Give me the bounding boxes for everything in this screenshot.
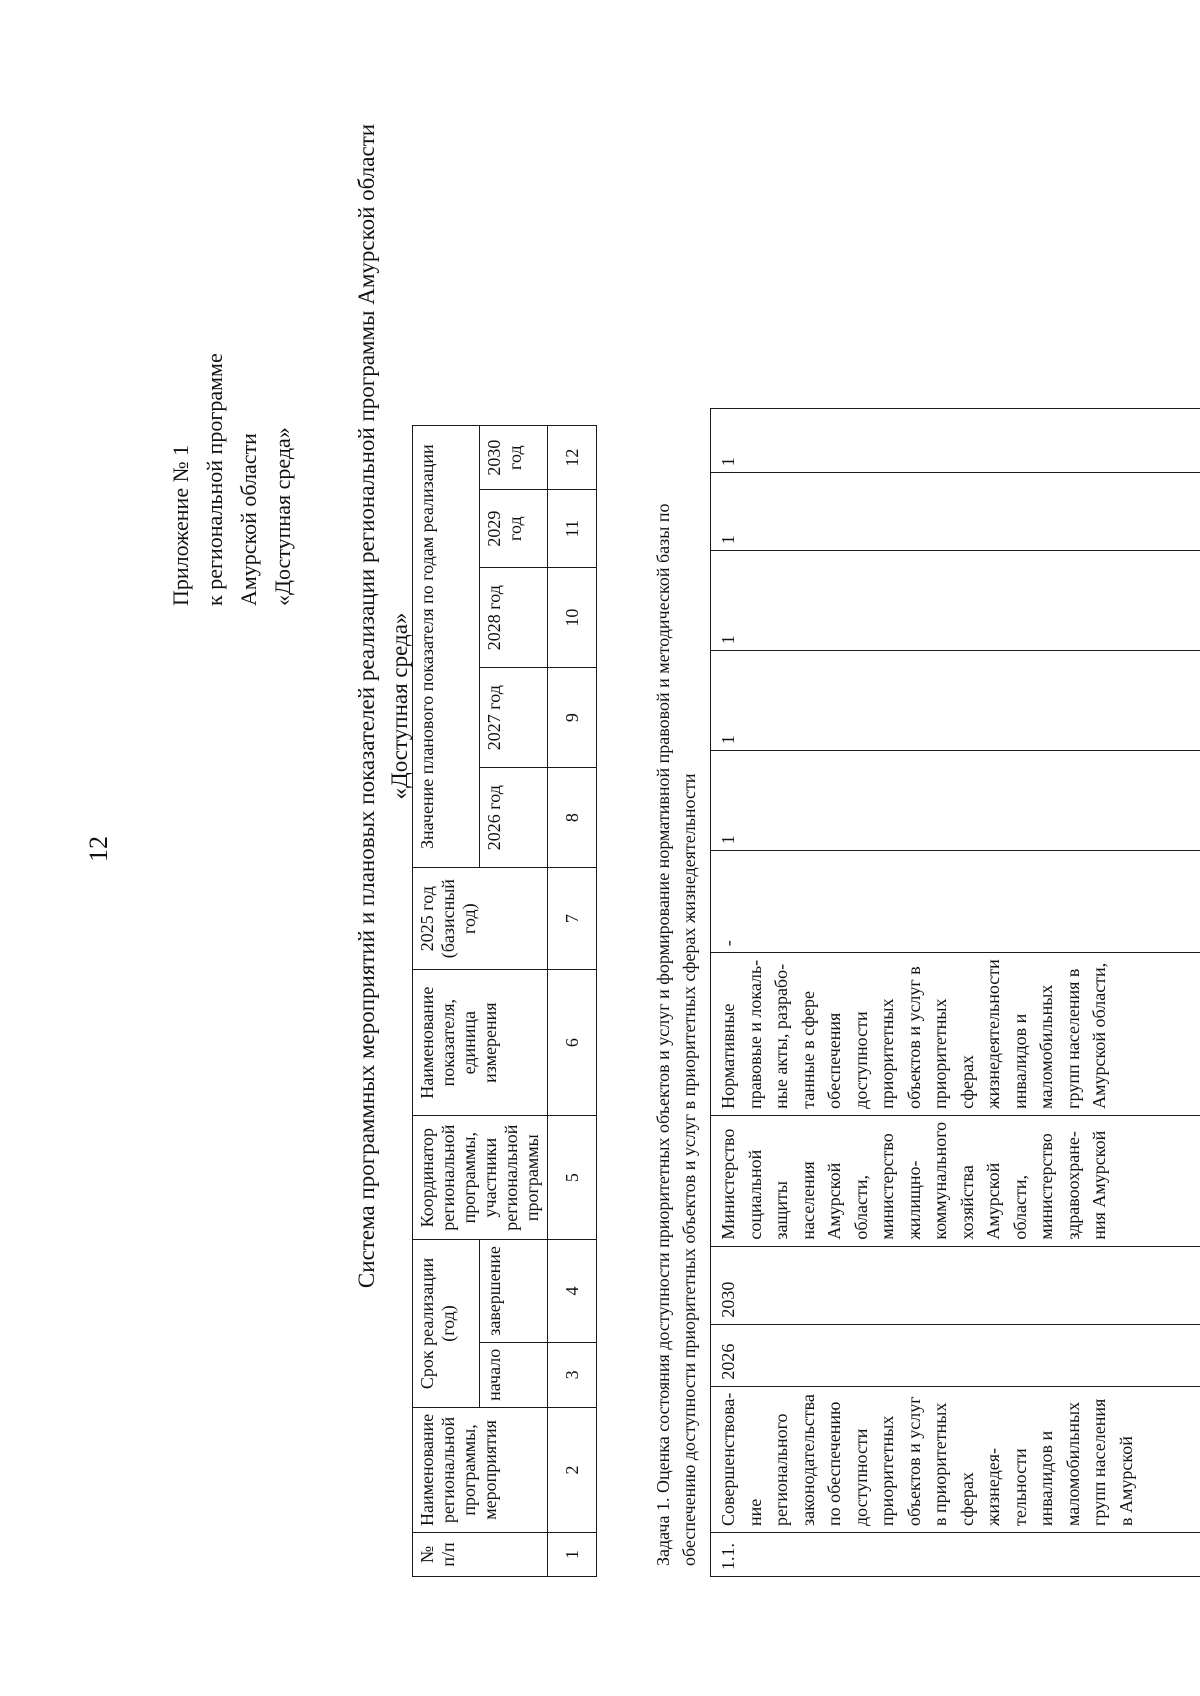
row-indicator-line: приоритетных — [877, 998, 897, 1109]
row-activity-name-line: регионального — [771, 1413, 791, 1526]
row-value-2027: 1 — [711, 651, 1200, 751]
column-number: 2 — [548, 1407, 597, 1532]
row-indicator-line: сферах — [956, 1054, 977, 1109]
header-term-start: начало — [480, 1342, 548, 1407]
header-num: № п/п — [413, 1533, 548, 1577]
row-coordinator-line: жилищно- — [903, 1160, 924, 1240]
row-coordinator-line: социальной — [744, 1149, 765, 1240]
header-term: Срок реализации (год) — [413, 1240, 480, 1408]
row-indicator-line: маломобильных — [1036, 984, 1056, 1109]
header-indicator-name: Наименование показателя, единица измерения — [413, 970, 548, 1116]
column-number: 4 — [548, 1240, 597, 1343]
row-coordinator-line: области, — [850, 1174, 871, 1240]
row-activity-name-line: маломобильных — [1062, 1401, 1083, 1526]
task-heading — [650, 126, 702, 1566]
row-activity-name-line: тельности — [1009, 1448, 1030, 1526]
page-number: 12 — [84, 836, 113, 862]
header-coordinator: Координатор региональной программы, участники региональной программы — [413, 1116, 548, 1240]
row-indicator-line: ные акты, разрабо- — [771, 963, 791, 1109]
document-title — [350, 0, 416, 1416]
row-indicator-line: Амурской области, — [1089, 962, 1109, 1109]
row-activity-name-line: инвалидов и — [1036, 1430, 1056, 1526]
header-activity-name: Наименование региональной программы, мероприятия — [413, 1407, 548, 1532]
row-num: 1.1. — [711, 1533, 1200, 1577]
appendix-heading — [164, 353, 300, 606]
column-number: 5 — [548, 1116, 597, 1240]
row-activity-name-line: групп населения — [1089, 1398, 1109, 1526]
row-indicator-line: доступности — [850, 1011, 871, 1109]
row-indicator-line: объектов и услуг в — [903, 966, 924, 1109]
row-coordinator — [711, 1115, 1200, 1246]
row-indicator-line: танные в сфере — [797, 991, 818, 1109]
column-number: 11 — [548, 490, 597, 568]
header-base-year: 2025 год (базисный год) — [413, 868, 548, 970]
appendix-line: Амурской области — [236, 433, 261, 606]
row-indicator-line: приоритетных — [930, 998, 950, 1109]
row-indicator — [711, 953, 1200, 1116]
row-activity-name-line: Совершенствова- — [718, 1392, 738, 1526]
header-term-end: завершение — [480, 1240, 548, 1343]
row-base-value: - — [711, 851, 1200, 953]
table-row — [711, 409, 1200, 1577]
column-number: 12 — [548, 426, 597, 490]
row-coordinator-line: Министерство — [718, 1128, 738, 1240]
header-year-2026: 2026 год — [480, 768, 548, 868]
row-value-2030: 1 — [711, 409, 1200, 473]
row-indicator-line: Нормативные — [718, 1003, 738, 1109]
column-number: 3 — [548, 1342, 597, 1407]
row-coordinator-line: ния Амурской — [1089, 1130, 1109, 1240]
row-indicator-line: обеспечения — [824, 1012, 844, 1109]
row-activity-name-line: приоритетных — [877, 1415, 897, 1526]
row-activity-name-line: по обеспечению — [824, 1401, 844, 1526]
row-coordinator-line: области, — [1009, 1174, 1030, 1240]
row-indicator-line: правовые и локаль- — [744, 959, 765, 1109]
row-start-year: 2026 — [711, 1324, 1200, 1386]
row-indicator-line: жизнедеятельности — [983, 959, 1003, 1109]
row-coordinator-line: Амурской — [983, 1162, 1003, 1240]
row-activity-name-line: законодательства — [797, 1394, 818, 1526]
row-coordinator-line: Амурской — [824, 1162, 844, 1240]
appendix-line: «Доступная среда» — [270, 427, 295, 606]
row-activity-name-line: сферах жизнедея- — [956, 1448, 1003, 1526]
header-year-2027: 2027 год — [480, 668, 548, 768]
row-coordinator-line: здравоохране- — [1062, 1131, 1083, 1240]
row-value-2029: 1 — [711, 473, 1200, 551]
table-body — [710, 408, 1200, 1577]
column-number: 1 — [548, 1533, 597, 1577]
row-coordinator-line: коммунального — [930, 1121, 950, 1240]
header-year-2030: 2030 год — [480, 426, 548, 490]
row-value-2028: 1 — [711, 551, 1200, 651]
column-number: 10 — [548, 568, 597, 668]
row-activity-name-line: ние — [744, 1498, 765, 1526]
row-activity-name-line: доступности — [850, 1428, 871, 1526]
row-coordinator-line: министерство — [1036, 1133, 1056, 1240]
column-number: 8 — [548, 768, 597, 868]
row-end-year: 2030 — [711, 1246, 1200, 1324]
row-coordinator-line: защиты — [771, 1181, 791, 1240]
appendix-line: Приложение № 1 — [168, 444, 193, 606]
row-indicator-line: инвалидов и — [1009, 1013, 1030, 1109]
row-value-2026: 1 — [711, 751, 1200, 851]
row-activity-name-line: в приоритетных — [930, 1402, 950, 1526]
header-year-2029: 2029 год — [480, 490, 548, 568]
row-activity-name-line: в Амурской — [1115, 1436, 1136, 1526]
row-indicator-line: групп населения в — [1062, 968, 1083, 1109]
title-line: Система программных мероприятий и плановых показателей реализации региональной программы Амурской области — [354, 123, 379, 1289]
task-line: обеспечению доступности приоритетных объектов и услуг в приоритетных сферах жизнедеятельности — [679, 773, 699, 1566]
header-year-2028: 2028 год — [480, 568, 548, 668]
column-number: 9 — [548, 668, 597, 768]
title-line: «Доступная среда» — [387, 612, 412, 800]
row-coordinator-line: хозяйства — [956, 1165, 977, 1240]
row-coordinator-line: населения — [797, 1161, 818, 1240]
header-plan-values: Значение планового показателя по годам реализации — [413, 426, 480, 868]
table-header — [412, 425, 597, 1577]
appendix-line: к региональной программе — [202, 353, 227, 606]
row-activity-name — [711, 1386, 1200, 1532]
row-activity-name-line: объектов и услуг — [903, 1396, 924, 1526]
task-line: Задача 1. Оценка состояния доступности приоритетных объектов и услуг и формирование нормативной правовой и методической базы по — [653, 503, 673, 1566]
column-number: 6 — [548, 970, 597, 1116]
row-coordinator-line: министерство — [877, 1133, 897, 1240]
column-number: 7 — [548, 868, 597, 970]
